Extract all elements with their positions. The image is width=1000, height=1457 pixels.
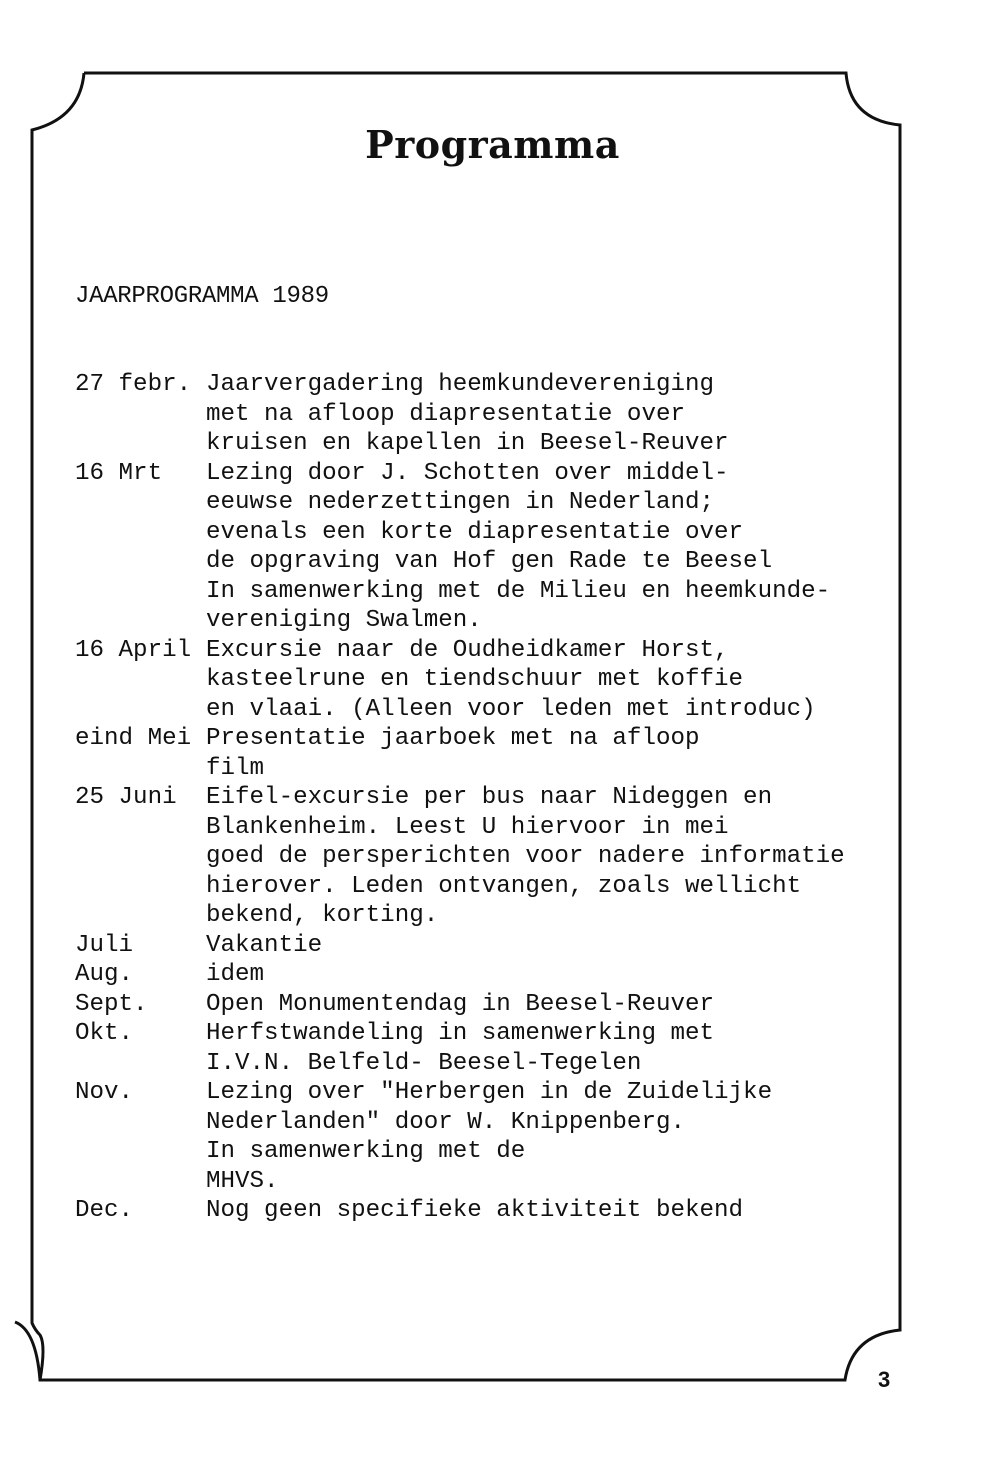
program-entry [75, 370, 845, 459]
description-line: In samenwerking met de [206, 1138, 526, 1165]
program-entry-date: 16 Mrt [75, 459, 163, 487]
description-line: idem [206, 961, 265, 988]
program-entry-description [206, 459, 830, 636]
program-entry [75, 724, 845, 783]
description-line: Lezing door J. Schotten over middel- [206, 459, 729, 487]
program-entry-description [206, 370, 729, 459]
description-line: Herfstwandeling in samenwerking met [206, 1020, 715, 1047]
program-entry [75, 1196, 845, 1226]
program-entry-date: 25 Juni [75, 784, 177, 811]
program-entry-date: Sept. [75, 990, 148, 1018]
program-entry-date: 27 febr. [75, 371, 192, 398]
description-line: met na afloop diapresentatie over [206, 400, 685, 428]
program-entry-description [206, 1078, 772, 1196]
program-entry [75, 960, 845, 990]
description-line: bekend, korting. [206, 902, 439, 929]
program-entry-description [206, 636, 816, 725]
program-entry-description [206, 1019, 714, 1078]
description-line: Nederlanden" door W. Knippenberg. [206, 1108, 685, 1136]
description-line: hierover. Leden ontvangen, zoals wellicht [206, 872, 802, 900]
program-entry-date: Okt. [75, 1020, 134, 1047]
page-title: Programma [365, 122, 620, 167]
program-entry [75, 1019, 845, 1078]
description-line: MHVS. [206, 1167, 279, 1195]
program-entry [75, 1078, 845, 1196]
program-entry-date: Aug. [75, 961, 134, 988]
description-line: de opgraving van Hof gen Rade te Beesel [206, 548, 773, 575]
description-line: Presentatie jaarboek met na afloop [206, 725, 700, 752]
program-entry-description [206, 1196, 743, 1226]
program-entry [75, 783, 845, 931]
program-entry [75, 459, 845, 636]
description-line: Jaarvergadering heemkundevereniging [206, 371, 715, 398]
program-entry [75, 931, 845, 961]
program-entry [75, 636, 845, 725]
description-line: kruisen en kapellen in Beesel-Reuver [206, 430, 729, 457]
description-line: Excursie naar de Oudheidkamer Horst, [206, 636, 729, 664]
program-entry-description [206, 783, 845, 931]
program-entry-description [206, 724, 700, 783]
description-line: Open Monumentendag in Beesel-Reuver [206, 990, 715, 1018]
program-list [75, 370, 845, 1226]
page-number: 3 [878, 1367, 891, 1392]
description-line: Vakantie [206, 931, 323, 959]
program-entry-date: 16 April [75, 636, 192, 664]
description-line: vereniging Swalmen. [206, 607, 482, 634]
program-entry-description [206, 990, 714, 1020]
description-line: Blankenheim. Leest U hiervoor in mei [206, 813, 729, 841]
program-entry-description [206, 960, 264, 990]
description-line: evenals een korte diapresentatie over [206, 518, 744, 546]
program-entry-date: eind Mei [75, 725, 192, 752]
program-entry-date: Nov. [75, 1079, 134, 1106]
description-line: en vlaai. (Alleen voor leden met introduc) [206, 695, 816, 723]
program-entry-date: Dec. [75, 1197, 134, 1224]
description-line: Lezing over "Herbergen in de Zuidelijke [206, 1079, 773, 1106]
description-line: eeuwse nederzettingen in Nederland; [206, 489, 715, 516]
program-entry-description [206, 931, 322, 961]
description-line: kasteelrune en tiendschuur met koffie [206, 666, 744, 693]
description-line: Nog geen specifieke aktiviteit bekend [206, 1197, 744, 1224]
program-entry-date: Juli [75, 931, 134, 959]
program-year-heading: JAARPROGRAMMA 1989 [75, 283, 329, 310]
program-entry [75, 990, 845, 1020]
description-line: goed de persperichten voor nadere informatie [206, 843, 845, 870]
description-line: film [206, 754, 265, 782]
description-line: Eifel-excursie per bus naar Nideggen en [206, 784, 773, 811]
description-line: I.V.N. Belfeld- Beesel-Tegelen [206, 1049, 642, 1077]
description-line: In samenwerking met de Milieu en heemkunde- [206, 577, 831, 605]
